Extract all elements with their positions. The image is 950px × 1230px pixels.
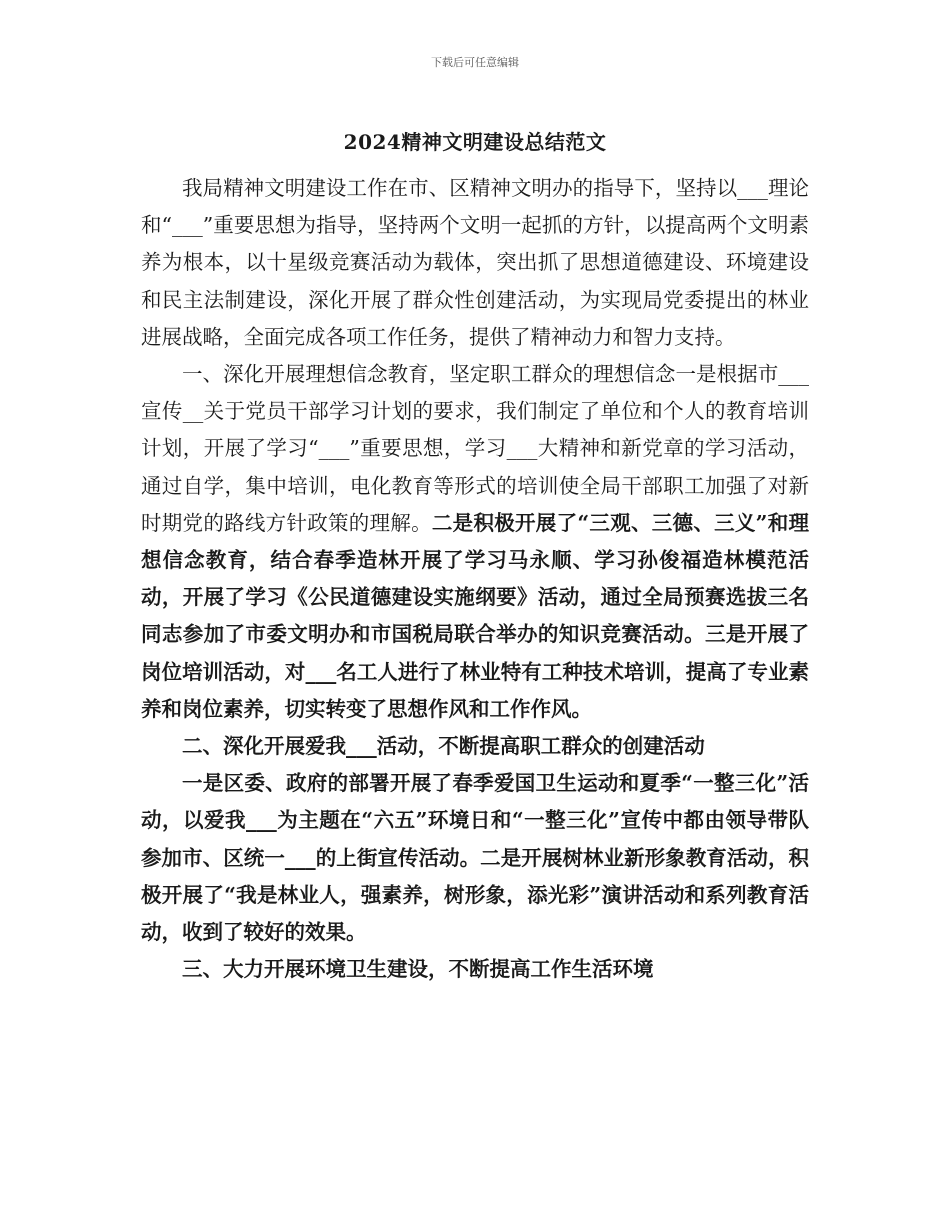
document-body — [141, 170, 809, 988]
paragraph-section-1 — [141, 356, 809, 728]
section-3-heading: 三、大力开展环境卫生建设，不断提高工作生活环境 — [182, 957, 654, 982]
section-2-heading: 二、深化开展爱我___活动，不断提高职工群众的创建活动 — [182, 734, 705, 759]
header-note: 下载后可任意编辑 — [431, 56, 519, 69]
section-1-text: 一、深化开展理想信念教育，坚定职工群众的理想信念一是根据市___宣传__关于党员干部学习计划的要求，我们制定了单位和个人的教育培训计划，开展了学习“___”重要思想，学习___大精神和新党章的学习活动，通过自学，集中培训，电化教育等形式的培训使全局干部职工加强了对新时期党的路线方针政策的理解。 — [141, 362, 809, 535]
section-1-bold-text: 二是积极开展了“三观、三德、三义”和理想信念教育，结合春季造林开展了学习马永顺、学习孙俊福造林模范活动，开展了学习《公民道德建设实施纲要》活动，通过全局预赛选拔三名同志参加了市委文明办和市国税局联合举办的知识竞赛活动。三是开展了岗位培训活动，对___名工人进行了林业特有工种技术培训，提高了专业素养和岗位素养，切实转变了思想作风和工作作风。 — [141, 510, 809, 721]
document-title: 2024精神文明建设总结范文 — [343, 130, 607, 154]
paragraph-intro: 我局精神文明建设工作在市、区精神文明办的指导下，坚持以___理论和“___”重要思想为指导，坚持两个文明一起抓的方针，以提高两个文明素养为根本，以十星级竞赛活动为载体，突出抓了思想道德建设、环境建设和民主法制建设，深化开展了群众性创建活动，为实现局党委提出的林业进展战略，全面完成各项工作任务，提供了精神动力和智力支持。 — [141, 176, 809, 349]
paragraph-section-2: 一是区委、政府的部署开展了春季爱国卫生运动和夏季“一整三化”活动，以爱我___为主题在“六五”环境日和“一整三化”宣传中都由领导带队参加市、区统一___的上街宣传活动。二是开展树林业新形象教育活动，积极开展了“我是林业人，强素养，树形象，添光彩”演讲活动和系列教育活动，收到了较好的效果。 — [141, 771, 809, 945]
